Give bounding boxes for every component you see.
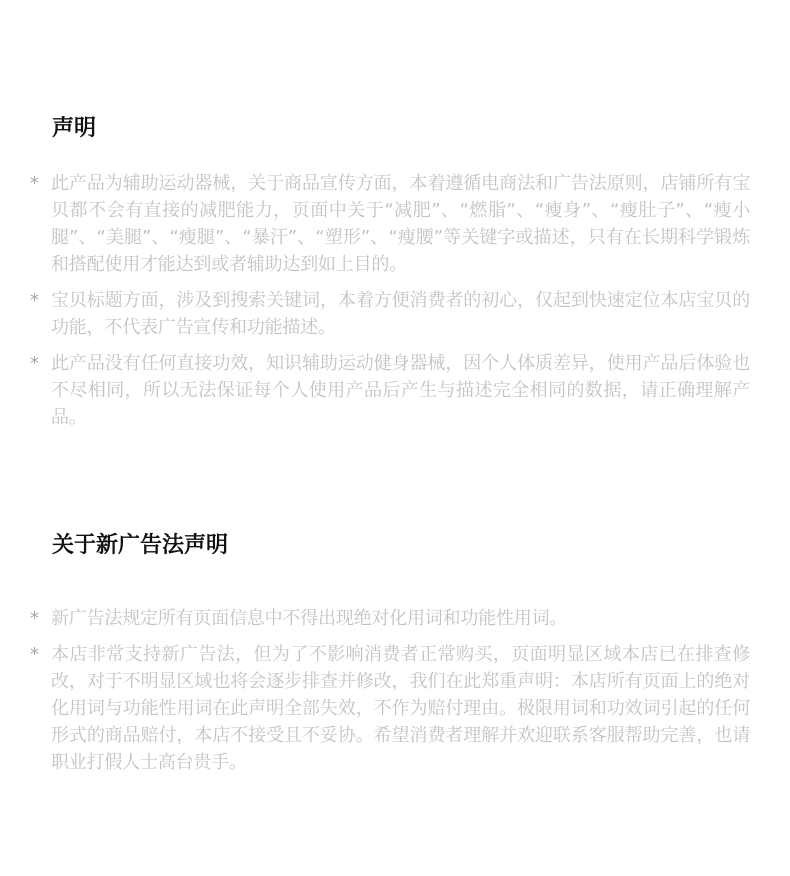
item-text: 新广告法规定所有页面信息中不得出现绝对化用词和功能性用词。 [51,608,568,629]
asterisk-bullet: * [30,353,39,374]
asterisk-bullet: * [30,608,39,629]
list-item [28,170,750,278]
disclaimer-list [28,170,750,440]
asterisk-bullet: * [30,173,39,194]
section-title: 关于新广告法声明 [52,533,229,558]
asterisk-bullet: * [30,644,39,665]
item-text: 此产品没有任何直接功效，知识辅助运动健身器械，因个人体质差异，使用产品后体验也不尽相同，所以无法保证每个人使用产品后产生与描述完全相同的数据，请正确理解产品。 [51,353,750,428]
list-item [28,287,750,341]
list-item [28,605,750,632]
list-item [28,641,750,776]
item-text: 宝贝标题方面，涉及到搜索关键词，本着方便消费者的初心，仅起到快速定位本店宝贝的功能，不代表广告宣传和功能描述。 [51,290,750,338]
item-text: 此产品为辅助运动器械，关于商品宣传方面，本着遵循电商法和广告法原则，店铺所有宝贝都不会有直接的减肥能力，页面中关于“减肥”、“燃脂”、“瘦身”、“瘦肚子”、“瘦小腿”、“美腿”、“瘦腿”、“暴汗”、“塑形”、“瘦腰”等关键字或描述，只有在长期科学锻炼和搭配使用才能达到或者辅助达到如上目的。 [51,173,750,275]
item-text: 本店非常支持新广告法，但为了不影响消费者正常购买，页面明显区域本店已在排查修改，对于不明显区域也将会逐步排查并修改，我们在此郑重声明：本店所有页面上的绝对化用词与功能性用词在此声明全部失效，不作为赔付理由。极限用词和功效词引起的任何形式的商品赔付，本店不接受且不妥协。希望消费者理解并欢迎联系客服帮助完善，也请职业打假人士高台贵手。 [51,644,750,773]
section-title: 声明 [52,116,97,141]
ad-law-list [28,605,750,785]
list-item [28,350,750,431]
asterisk-bullet: * [30,290,39,311]
